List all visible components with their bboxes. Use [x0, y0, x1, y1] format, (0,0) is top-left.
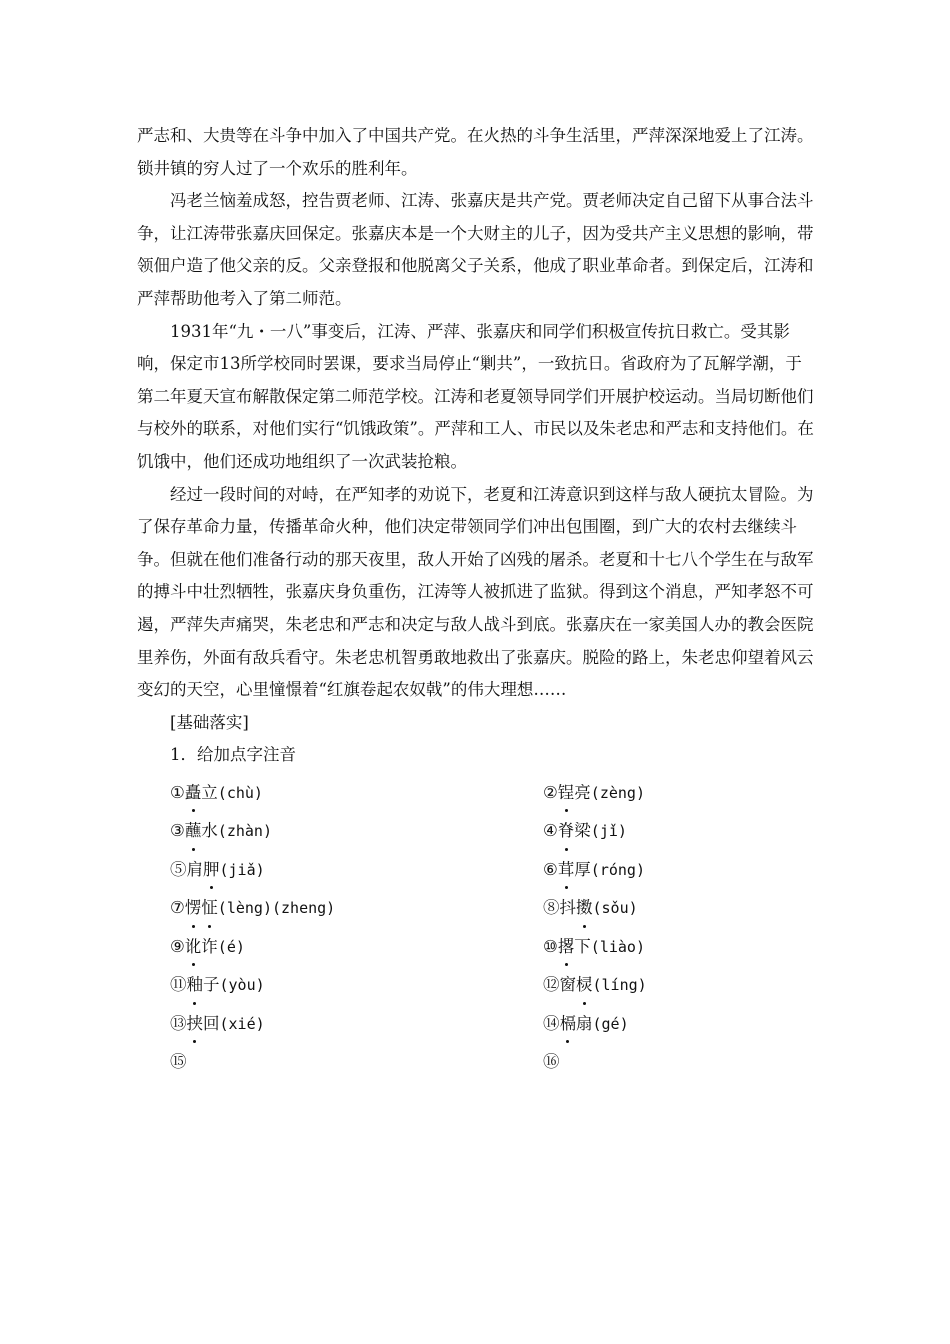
- exercise-item: [137, 777, 510, 809]
- item-character: 下: [574, 936, 591, 956]
- item-number: ①: [170, 782, 185, 802]
- item-character: 子: [203, 975, 220, 995]
- exercise-item: [510, 854, 810, 886]
- section-heading: [基础落实]: [170, 712, 249, 732]
- exercise-item: [510, 931, 810, 963]
- paragraph-2: 冯老兰恼羞成怒，控告贾老师、江涛、张嘉庆是共产党。贾老师决定自己留下从事合法斗争，让江涛带张嘉庆回保定。张嘉庆本是一个大财主的儿子，因为受共产主义思想的影响，带领佃户造了他父亲的反。父亲登报和他脱离父子关系，他成了职业革命者。到保定后，江涛和严萍帮助他考入了第二师范。: [137, 191, 814, 308]
- exercise-item: [137, 815, 510, 847]
- pinyin-annotation: (liào): [590, 937, 645, 956]
- item-number: ⑬: [170, 1013, 187, 1033]
- item-number: ③: [170, 821, 185, 841]
- exercise-item: [510, 777, 810, 809]
- exercise-item: [510, 815, 810, 847]
- dotted-character: 挟: [187, 1008, 204, 1041]
- pinyin-annotation: (zèng): [590, 783, 645, 802]
- item-character: 肩: [186, 859, 203, 879]
- exercise-item: [137, 1046, 510, 1078]
- item-number: ⑥: [543, 859, 558, 879]
- pinyin-annotation: (é): [217, 937, 245, 956]
- item-character: 亮: [574, 782, 591, 802]
- exercise-item: [137, 892, 510, 924]
- paragraph-4: 经过一段时间的对峙，在严知孝的劝说下，老夏和江涛意识到这样与敌人硬抗太冒险。为了保存革命力量，传播革命火种，他们决定带领同学们冲出包围圈，到广大的农村去继续斗争。但就在他们准备行动的那天夜里，敌人开始了凶残的屠杀。老夏和十七八个学生在与敌军的搏斗中壮烈牺牲，张嘉庆身负重伤，江涛等人被抓进了监狱。得到这个消息，严知孝怒不可遏，严萍失声痛哭，朱老忠和严志和决定与敌人战斗到底。张嘉庆在一家美国人办的教会医院里养伤，外面有敌兵看守。朱老忠机智勇敢地救出了张嘉庆。脱险的路上，朱老忠仰望着风云变幻的天空，心里憧憬着“红旗卷起农奴戟”的伟大理想……: [137, 484, 814, 700]
- exercise-item: [137, 854, 510, 886]
- dotted-character: 槅: [560, 1008, 577, 1041]
- page-content: [137, 120, 817, 1078]
- item-number: ②: [543, 782, 558, 802]
- exercise-item: [510, 1046, 810, 1078]
- pinyin-annotation: (jiǎ): [219, 860, 265, 879]
- pinyin-annotation: (sǒu): [592, 899, 638, 918]
- pinyin-annotation: (gé): [592, 1014, 629, 1033]
- pinyin-annotation: (jǐ): [590, 822, 627, 841]
- item-number: ⑩: [543, 936, 558, 956]
- dotted-character: 棂: [576, 969, 593, 1002]
- pinyin-annotation: (líng): [592, 976, 647, 995]
- dotted-character: 茸: [558, 854, 575, 887]
- item-number: ⑫: [543, 975, 560, 995]
- item-character: 诈: [201, 936, 218, 956]
- item-character: 水: [201, 821, 218, 841]
- item-character: 梁: [574, 821, 591, 841]
- item-character: 立: [201, 782, 218, 802]
- item-character: 抖: [559, 898, 576, 918]
- item-number: ⑪: [170, 975, 187, 995]
- exercise-item: [510, 892, 810, 924]
- exercise-title: 1．给加点字注音: [170, 745, 296, 765]
- dotted-character: 蘸: [185, 815, 202, 848]
- dotted-character: 擞: [576, 892, 593, 925]
- pinyin-annotation: (zhàn): [217, 822, 272, 841]
- dotted-character: 釉: [187, 969, 204, 1002]
- paragraph-3: 1931年“九・一八”事变后，江涛、严萍、张嘉庆和同学们积极宣传抗日救亡。受其影响，保定市13所学校同时罢课，要求当局停止“剿共”，一致抗日。省政府为了瓦解学潮，于第二年夏天宣布解散保定第二师范学校。江涛和老夏领导同学们开展护校运动。当局切断他们与校外的联系，对他们实行“饥饿政策”。严萍和工人、市民以及朱老忠和严志和支持他们。在饥饿中，他们还成功地组织了一次武装抢粮。: [137, 321, 814, 471]
- exercise-item: [510, 969, 810, 1001]
- item-number: ⑤: [170, 859, 187, 879]
- item-character: 回: [203, 1013, 220, 1033]
- dotted-character: 怔: [201, 892, 218, 925]
- dotted-character: 脊: [558, 815, 575, 848]
- exercise-item: [137, 931, 510, 963]
- dotted-character: 锃: [558, 777, 575, 810]
- item-number: ⑮: [170, 1052, 187, 1072]
- dotted-character: 矗: [185, 777, 202, 810]
- item-number: ⑦: [170, 898, 185, 918]
- dotted-character: 讹: [185, 931, 202, 964]
- pinyin-exercise-grid: [137, 777, 817, 1079]
- pinyin-annotation: (lèng)(zheng): [217, 899, 336, 918]
- paragraph-1: 严志和、大贵等在斗争中加入了中国共产党。在火热的斗争生活里，严萍深深地爱上了江涛。锁井镇的穷人过了一个欢乐的胜利年。: [137, 126, 814, 178]
- dotted-character: 胛: [203, 854, 220, 887]
- pinyin-annotation: (yòu): [219, 976, 265, 995]
- item-number: ⑭: [543, 1013, 560, 1033]
- pinyin-annotation: (xié): [219, 1014, 265, 1033]
- dotted-character: 愣: [185, 892, 202, 925]
- exercise-item: [510, 1008, 810, 1040]
- item-number: ⑯: [543, 1052, 560, 1072]
- item-number: ⑨: [170, 936, 185, 956]
- item-number: ⑧: [543, 898, 560, 918]
- exercise-item: [137, 1008, 510, 1040]
- item-character: 扇: [576, 1013, 593, 1033]
- dotted-character: 撂: [558, 931, 575, 964]
- item-character: 厚: [574, 859, 591, 879]
- exercise-item: [137, 969, 510, 1001]
- item-character: 窗: [559, 975, 576, 995]
- item-number: ④: [543, 821, 558, 841]
- pinyin-annotation: (chù): [217, 783, 263, 802]
- pinyin-annotation: (róng): [590, 860, 645, 879]
